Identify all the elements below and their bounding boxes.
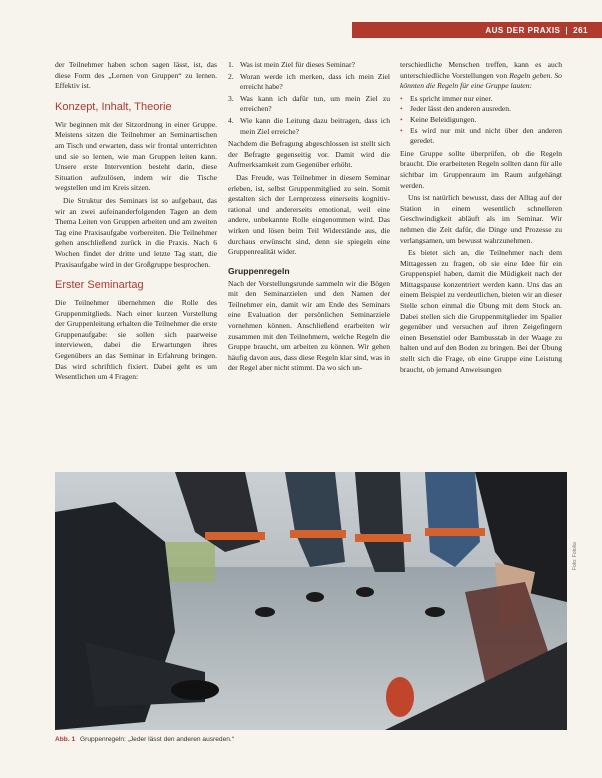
list-item: • Es wird nur mit und nicht über den anderen geredet.	[400, 125, 562, 146]
caption-label: Abb. 1	[55, 736, 76, 743]
paragraph-intro: der Teilnehmer haben schon sagen lässt, ist, das diese Form des „Lernen von Gruppen“ zu lernen. Effektiv ist.	[55, 60, 217, 91]
section-title: AUS DER PRAXIS	[485, 25, 561, 35]
heading-first-day: Erster Seminartag	[55, 279, 144, 292]
bullet-icon: •	[400, 114, 403, 124]
bullet-icon: •	[400, 93, 403, 103]
question-list	[228, 60, 390, 137]
list-item: 3. Was kann ich dafür tun, um mein Ziel zu erreichen?	[228, 93, 390, 114]
heading-group-rules: Gruppenregeln	[228, 265, 290, 276]
photo-credit: Foto: Fotolia	[572, 542, 578, 570]
paragraph-fun: Das Freude, was Teilnehmer in diesem Seminar erleben, ist, selbst Gruppenmitglied zu sein. Somit gestalten sich der Lernprozess einerseits kognitiv-rational und andererseits emotional, weil eine andere, unbekannte Rolle eingenommen wird. Das wirken und lösen beim Teil Widerstände aus, die durchaus erwünscht sind, denn sie spiegeln eine Gruppenrealität wider.	[228, 172, 390, 257]
list-item: 1. Was ist mein Ziel für dieses Seminar?	[228, 60, 355, 69]
paragraph-first-day: Die Teilnehmer übernehmen die Rolle des Gruppenmitglieds. Nach einer kurzen Vorstellung der Gruppenleitung erhalten die Teilnehmer die erste Gruppenaufgabe: sie sollen sich paarweise interviewen, dabei die Erwartungen ihres Gegenübers an das Seminar in Erfahrung bringen. Das wird schriftlich fixiert. Dabei geht es um Wesentlichen um 4 Fragen:	[55, 298, 217, 382]
page-number: 261	[573, 25, 588, 35]
list-item: • Es spricht immer nur einer.	[400, 93, 493, 103]
paragraph-concept-1: Wir beginnen mit der Sitzordnung in einer Gruppe. Meistens sitzen die Teilnehmer an Seminartischen am Tisch und erwarten, dass wir frontal unterrichten und sie so lernen, wie man Gruppen leiten kann. Unsere erste Intervention besteht darin, diese Situation aufzulösen, indem wir die Tische wegstellen und im Kreis sitzen.	[55, 119, 217, 193]
paragraph-after-questions: Nachdem die Befragung abgeschlossen ist stellt sich der Befragte gegenseitig vor. Damit wird die Aufmerksamkeit zum Gegenüber erhöht.	[228, 139, 390, 170]
list-item: • Jeder lässt den anderen ausreden.	[400, 104, 511, 114]
paragraph-rules-check: Eine Gruppe sollte überprüfen, ob die Regeln braucht. Die erarbeiteten Regeln sollten dann für alle sichtbar im Gruppenraum im Raum aufgehängt werden.	[400, 148, 562, 190]
rules-bullet-list	[400, 94, 562, 147]
paragraph-time: Uns ist natürlich bewusst, dass der Alltag auf der Station in einem wesentlich schnelleren Geschwindigkeit abläuft als im Seminar. Wir nehmen die Zeit dafür, die Dinge und Prozesse zu verlangsamen, um bewusst wahrzunehmen.	[400, 193, 562, 245]
header-separator: |	[565, 25, 569, 35]
heading-concept: Konzept, Inhalt, Theorie	[55, 100, 172, 113]
caption-text: Gruppenregeln: „Jeder lässt den anderen ausreden.“	[80, 736, 234, 743]
text-column-2	[228, 60, 390, 376]
list-item: • Keine Beleidigungen.	[400, 114, 477, 124]
paragraph-concept-2: Die Struktur des Seminars ist so aufgebaut, das wir an zwei aufeinanderfolgenden Tagen an dem Thema Leiten von Gruppen arbeiten und am zweiten Tag eine Praxisaufgabe vorbereiten. Die Teilnehmer gehen anschließend zurück in die Praxis. Nach 6 Wochen findet der dritte und letzte Tag statt, die Praxisaufgabe wird in der Großgruppe besprochen.	[55, 195, 217, 269]
photo-illustration	[55, 472, 567, 730]
figure-caption	[55, 736, 505, 743]
list-item: 4. Wie kann die Leitung dazu beitragen, dass ich mein Ziel erreiche?	[228, 115, 390, 136]
section-header-bar	[352, 22, 602, 38]
paragraph-group-rules: Nach der Vorstellungsrunde sammeln wir die Bögen mit den Seminarzielen und den Namen der Teilnehmer ein, damit wir am Ende des Seminars eine Evaluation der persönlichen Seminarziele vornehmen können. Anschließend erarbeiten wir zusammen mit den Teilnehmern, welche Regeln die Gruppe braucht, um arbeiten zu können. Wir gehen häufig davon aus, dass diese Regeln klar sind, was in der Regel aber nicht stimmt. Da wo sich un-	[228, 278, 390, 373]
bullet-icon: •	[400, 125, 403, 135]
group-circle-photo	[55, 472, 567, 730]
list-item: 2. Woran werde ich merken, dass ich mein Ziel erreicht habe?	[228, 71, 390, 92]
text-column-3	[400, 60, 562, 377]
bullet-icon: •	[400, 104, 403, 114]
paragraph-rules-intro: terschiedliche Menschen treffen, kann es auch unterschiedliche Vorstellungen von Regeln geben. So könnten die Regeln für eine Gruppe lauten:	[400, 60, 562, 91]
paragraph-lunch: Es bietet sich an, die Teilnehmer nach dem Mittagessen zu fragen, ob sie eine Idee für ein Gruppenspiel haben, damit die Müdigkeit nach der Mittagspause konzentriert werden kann. Uns das an einem Beispiel zu verdeutlichen, bieten wir an dieser Stelle schon einmal die Übung mit dem Stock an. Dabei stellen sich die Gruppenmitglieder im Spalier gegenüber und versuchen auf ihren Zeigefingern einen Besenstiel oder Bambusstab in der Waage zu halten und auf den Boden zu bringen. Bei der Übung stellt sich die Frage, ob eine Gruppe eine Leistung braucht, ob jemand Anweisungen	[400, 248, 562, 374]
text-column-1	[55, 60, 217, 385]
